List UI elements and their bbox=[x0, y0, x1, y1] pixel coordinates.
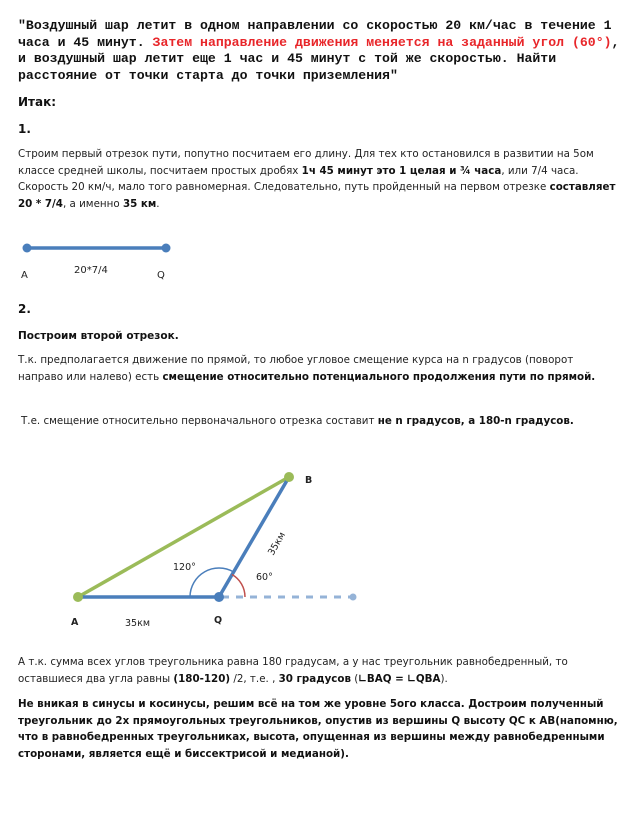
step1-bold-b: составляет 20 * 7/4 bbox=[18, 181, 616, 211]
label-angle-120: 120° bbox=[173, 562, 196, 573]
step1-paragraph bbox=[18, 146, 618, 213]
point-q bbox=[214, 592, 224, 602]
para3-bold-b: 30 градусов bbox=[278, 672, 351, 685]
label-angle-60: 60° bbox=[256, 572, 273, 583]
continuation-end-point bbox=[350, 594, 357, 601]
label-q: Q bbox=[157, 270, 165, 281]
label-length: 20*7/4 bbox=[74, 265, 108, 276]
step1-text-d: . bbox=[156, 198, 160, 211]
step1-text-a: Строим первый отрезок пути, попутно посчитаем его длину. Для тех кто остановился в развитии на 5ом классе средней школы, посчитаем простых дробях bbox=[18, 148, 594, 177]
problem-part1: "Воздушный шар летит в одном направлении со скоростью 20 км/час в течение 1 часа и 45 минут. bbox=[18, 18, 612, 50]
para3-text-b: /2, т.е. , bbox=[230, 672, 279, 685]
step2-para2-bold: не n градусов, а 180-n градусов. bbox=[377, 415, 574, 427]
label-q: Q bbox=[214, 615, 223, 626]
step2-para2-text: Т.е. смещение относительно первоначального отрезка составит bbox=[21, 415, 378, 427]
triangle-figure bbox=[0, 460, 640, 635]
step1-text-b: , или 7/4 часа. Скорость 20 км/ч, мало того равномерная. Следовательно, путь пройденный на первом отрезке bbox=[18, 164, 579, 194]
label-a: A bbox=[21, 270, 28, 281]
step2-paragraph1 bbox=[18, 352, 618, 385]
para3-bold-a: (180-120) bbox=[173, 672, 231, 685]
problem-part2-red: Затем направление движения меняется на заданный угол (60°) bbox=[152, 34, 612, 50]
para3-text-c: ( bbox=[350, 672, 359, 685]
para3-text-a: А т.к. сумма всех углов треугольника равна 180 градусам, а у нас треугольник равнобедренный, то оставшиеся два угла равны bbox=[18, 656, 568, 685]
itak-heading: Итак: bbox=[18, 95, 57, 109]
step2-para1-text: Т.к. предполагается движение по прямой, то любое угловое смещение курса на n градусов (поворот направо или налево) есть bbox=[18, 354, 574, 383]
step2-para1-bold: смещение относительно потенциального продолжения пути по прямой. bbox=[162, 370, 596, 383]
paragraph-angles bbox=[18, 654, 618, 687]
angle-arc-60 bbox=[232, 575, 245, 598]
paragraph-construction: Не вникая в синусы и косинусы, решим всё на том же уровне 5ого класса. Достроим полученный треугольник до 2х прямоугольных треугольников, опустив из вершины Q высоту QC к AB(напомню, что в равнобедренных треугольниках, высота, опущенная из вершины между равнобедренными сторонами, является ещё и биссектрисой и медианой). bbox=[18, 698, 618, 761]
step2-paragraph2 bbox=[21, 413, 621, 430]
point-a bbox=[23, 244, 32, 253]
step1-bold-c: 35 км bbox=[122, 198, 157, 211]
step1-text-c: , а именно bbox=[62, 198, 123, 211]
problem-statement bbox=[18, 18, 628, 84]
point-b bbox=[284, 472, 294, 482]
point-q bbox=[162, 244, 171, 253]
point-a bbox=[73, 592, 83, 602]
segment-figure bbox=[0, 230, 640, 290]
problem-part3: , и воздушный шар летит еще 1 час и 45 минут с той же скоростью. Найти расстояние от точки старта до точки приземления" bbox=[18, 34, 620, 83]
label-aq-length: 35км bbox=[125, 618, 150, 629]
label-b: B bbox=[305, 475, 313, 486]
step2-subheading: Построим второй отрезок. bbox=[18, 330, 179, 342]
label-a: A bbox=[71, 617, 79, 628]
label-qb-length: 35км bbox=[266, 530, 289, 558]
step1-bold-a: 1ч 45 минут это 1 целая и ¾ часа bbox=[301, 164, 502, 177]
para3-bold-c: ∟BAQ = ∟QBA bbox=[358, 672, 441, 685]
step1-heading: 1. bbox=[18, 122, 31, 136]
step2-heading: 2. bbox=[18, 302, 31, 316]
para3-text-d: ). bbox=[440, 672, 448, 685]
